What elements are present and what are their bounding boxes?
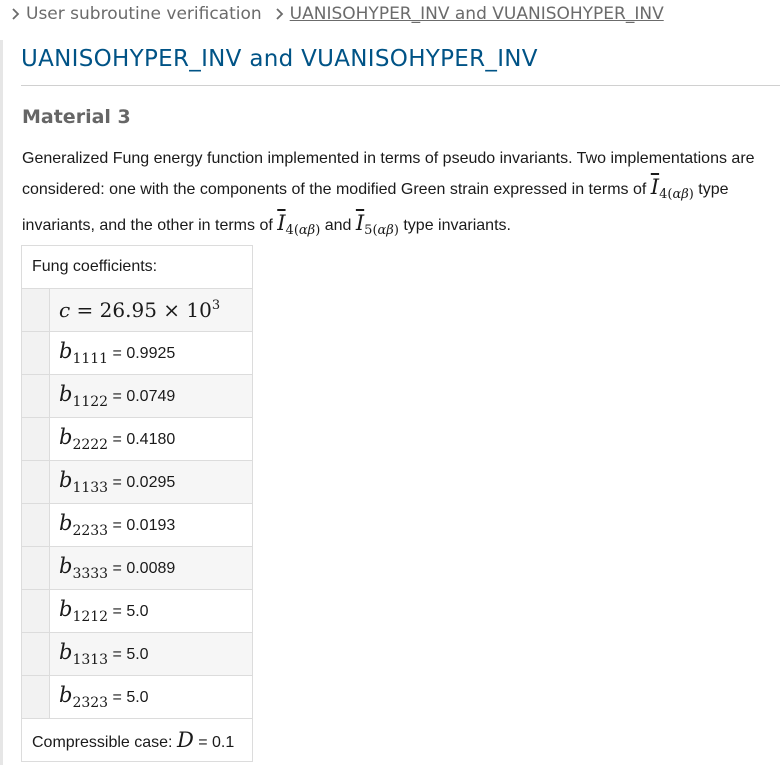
table-header-row (22, 246, 253, 289)
fung-coefficients-label: Fung coefficients: (22, 246, 253, 289)
coefficient-b2323: b2323 = 5.0 (50, 676, 253, 719)
coefficient-b1133: b1133 = 0.0295 (50, 461, 253, 504)
coefficient-b1313: b1313 = 5.0 (50, 633, 253, 676)
page-title: UANISOHYPER_INV and VUANISOHYPER_INV (21, 46, 538, 72)
compressible-case: Compressible case: D = 0.1 (22, 719, 253, 762)
table-row-c (22, 289, 253, 332)
coefficient-b3333: b3333 = 0.0089 (50, 547, 253, 590)
chevron-right-icon (6, 8, 26, 20)
table-row (22, 504, 253, 547)
table-row (22, 418, 253, 461)
section-heading: Material 3 (22, 106, 131, 128)
table-row (22, 590, 253, 633)
pseudo-invariant-i4: $\overline{I}_{4(\alpha\beta)}$ (650, 175, 694, 202)
coefficient-b2222: b2222 = 0.4180 (50, 418, 253, 461)
chevron-right-icon (270, 8, 290, 20)
coefficient-c: $c = 26.95 \times 10^3$ (50, 289, 253, 332)
description-text-1: Generalized Fung energy function implemented in terms of pseudo invariants. Two implementations are considered: one with the components of the modified Green strain expressed in terms of (22, 150, 755, 198)
pseudo-invariant-i4: $\overline{I}_{4(\alpha\beta)}$ (277, 211, 321, 238)
table-footer-row (22, 719, 253, 762)
table-row (22, 332, 253, 375)
coefficient-b1122: b1122 = 0.0749 (50, 375, 253, 418)
content-left-rule (0, 40, 3, 765)
coefficient-b1111: b1111 = 0.9925 (50, 332, 253, 375)
description-text-and: and (324, 217, 352, 234)
description-text-3: type invariants. (403, 217, 511, 234)
title-divider (21, 85, 780, 86)
breadcrumb (6, 2, 664, 26)
table-row (22, 375, 253, 418)
table-row (22, 547, 253, 590)
coefficient-b1212: b1212 = 5.0 (50, 590, 253, 633)
coefficient-b2233: b2233 = 0.0193 (50, 504, 253, 547)
table-row (22, 461, 253, 504)
breadcrumb-link-uanisohyper-inv[interactable]: UANISOHYPER_INV and VUANISOHYPER_INV (289, 4, 664, 24)
material-description (22, 144, 774, 245)
table-row (22, 676, 253, 719)
pseudo-invariant-i5: $\overline{I}_{5(\alpha\beta)}$ (355, 211, 399, 238)
description-text-2: type invariants, and the other in terms of (22, 181, 729, 234)
breadcrumb-item-user-subroutine-verification[interactable]: User subroutine verification (26, 4, 262, 24)
fung-coefficients-table (21, 245, 253, 762)
table-row (22, 633, 253, 676)
